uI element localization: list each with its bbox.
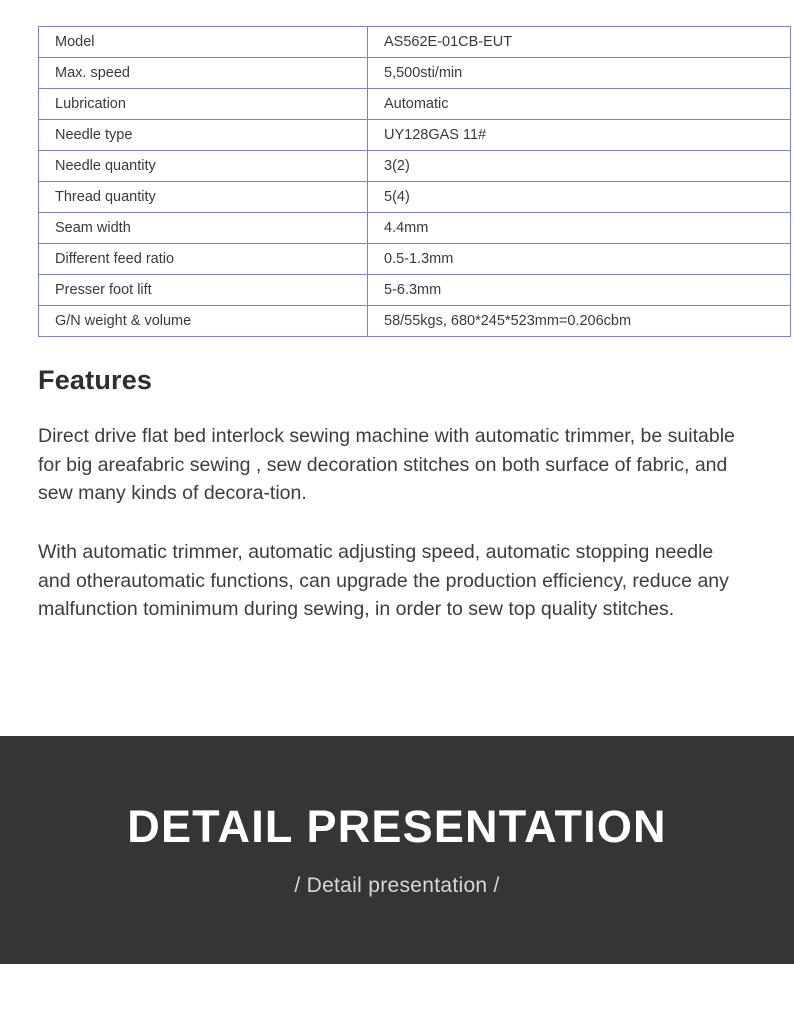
banner-title: DETAIL PRESENTATION	[127, 801, 667, 853]
spec-label: Needle quantity	[39, 151, 368, 182]
spec-label: Different feed ratio	[39, 244, 368, 275]
spec-label: Presser foot lift	[39, 275, 368, 306]
spec-label: Seam width	[39, 213, 368, 244]
table-row	[39, 244, 791, 275]
detail-presentation-banner	[0, 736, 794, 964]
spec-label: G/N weight & volume	[39, 306, 368, 337]
table-row	[39, 120, 791, 151]
table-row	[39, 27, 791, 58]
table-row	[39, 275, 791, 306]
spec-value: 5-6.3mm	[368, 275, 791, 306]
features-paragraph: Direct drive flat bed interlock sewing machine with automatic trimmer, be suitable for big areafabric sewing , sew decoration stitches on both surface of fabric, and sew many kinds of decora-tion.	[38, 425, 735, 505]
spec-label: Thread quantity	[39, 182, 368, 213]
spec-value: AS562E-01CB-EUT	[368, 27, 791, 58]
table-row	[39, 306, 791, 337]
spec-value: 3(2)	[368, 151, 791, 182]
features-heading: Features	[38, 365, 153, 395]
spec-value: UY128GAS 11#	[368, 120, 791, 151]
table-row	[39, 151, 791, 182]
spec-value: 58/55kgs, 680*245*523mm=0.206cbm	[368, 306, 791, 337]
spec-value: 4.4mm	[368, 213, 791, 244]
features-section	[0, 337, 794, 624]
specification-table	[38, 26, 791, 337]
page-bottom-spacer	[0, 964, 794, 1024]
spec-value: 5,500sti/min	[368, 58, 791, 89]
spec-label: Model	[39, 27, 368, 58]
table-row	[39, 182, 791, 213]
table-row	[39, 58, 791, 89]
features-paragraph: With automatic trimmer, automatic adjusting speed, automatic stopping needle and otherautomatic functions, can upgrade the production efficiency, reduce any malfunction tominimum during sewing, in order to sew top quality stitches.	[38, 540, 729, 621]
spec-table-section	[0, 0, 794, 337]
spec-label: Needle type	[39, 120, 368, 151]
spec-label: Lubrication	[39, 89, 368, 120]
banner-subtitle: / Detail presentation /	[294, 873, 500, 897]
spec-value: 0.5-1.3mm	[368, 244, 791, 275]
spec-label: Max. speed	[39, 58, 368, 89]
spec-value: 5(4)	[368, 182, 791, 213]
spec-value: Automatic	[368, 89, 791, 120]
specification-table-body	[39, 27, 791, 337]
table-row	[39, 89, 791, 120]
table-row	[39, 213, 791, 244]
